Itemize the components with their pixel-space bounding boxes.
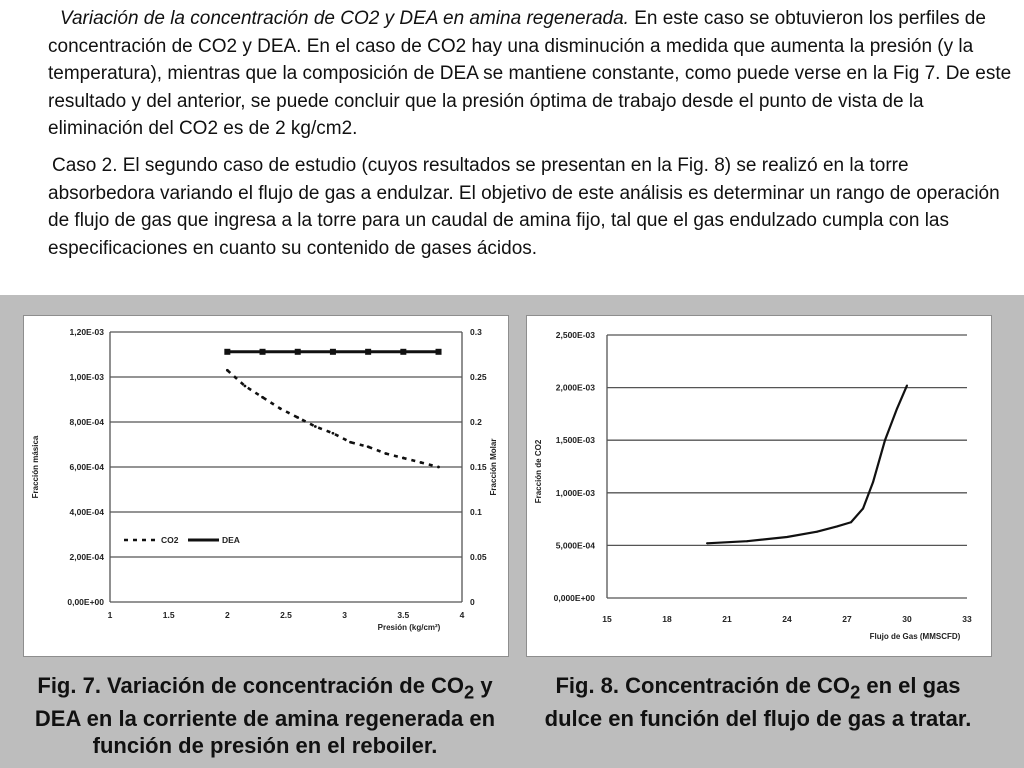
paragraph-case-2: Caso 2. El segundo caso de estudio (cuyos resultados se presentan en la Fig. 8) se realizó en la torre absorbedora variando el flujo de gas a endulzar. El objetivo de este análisis es determinar un rango de operación de flujo de gas que ingresa a la torre para un caudal de amina fijo, tal que el gas endulzado cumpla con las especificaciones en cuanto su contenido de gases ácidos. bbox=[48, 155, 1000, 259]
series-co2-point bbox=[836, 525, 838, 527]
figure-8-caption bbox=[528, 672, 988, 732]
y-tick-label: 2,00E-04 bbox=[69, 552, 104, 562]
series-co2-point bbox=[279, 407, 282, 410]
figure-7-label: Fig. 7. bbox=[37, 673, 101, 698]
series-co2-point bbox=[906, 384, 908, 386]
figure-8-label: Fig. 8. bbox=[555, 673, 620, 698]
y-tick-label: 1,000E-03 bbox=[555, 487, 595, 498]
series-co2-point bbox=[872, 481, 874, 483]
series-co2-point bbox=[862, 508, 864, 510]
series-dea-marker bbox=[400, 349, 406, 355]
y2-tick-label: 0.1 bbox=[470, 507, 482, 517]
y-axis-label: Fracción másica bbox=[31, 435, 40, 499]
series-co2-point bbox=[884, 439, 886, 441]
y-tick-label: 1,00E-03 bbox=[69, 372, 104, 382]
y2-tick-label: 0.3 bbox=[470, 327, 482, 337]
series-co2-point bbox=[261, 396, 264, 399]
legend-co2-label: CO2 bbox=[161, 535, 179, 545]
series-dea-marker bbox=[330, 349, 336, 355]
figure-8-svg bbox=[527, 316, 991, 656]
x-axis-label: Flujo de Gas (MMSCFD) bbox=[869, 632, 961, 641]
y2-tick-label: 0.15 bbox=[470, 462, 487, 472]
legend-dea-label: DEA bbox=[222, 535, 240, 545]
y-tick-label: 4,00E-04 bbox=[69, 507, 104, 517]
series-co2-point bbox=[349, 441, 352, 444]
x-tick-label: 27 bbox=[842, 614, 852, 624]
y2-tick-label: 0.2 bbox=[470, 417, 482, 427]
x-tick-label: 4 bbox=[459, 610, 465, 620]
series-co2-point bbox=[786, 536, 788, 538]
series-co2-point bbox=[746, 540, 748, 542]
paragraph-pressure-variation bbox=[48, 5, 1016, 143]
y-tick-label: 6,00E-04 bbox=[69, 462, 104, 472]
figure-8-caption-sub: 2 bbox=[850, 681, 861, 703]
x-axis-label: Presión (kg/cm²) bbox=[377, 623, 441, 632]
y-tick-label: 1,20E-03 bbox=[69, 327, 104, 337]
x-tick-label: 30 bbox=[902, 614, 912, 624]
y2-tick-label: 0.05 bbox=[470, 552, 487, 562]
x-tick-label: 2.5 bbox=[280, 610, 292, 620]
y2-tick-label: 0 bbox=[470, 597, 475, 607]
y-tick-label: 5,000E-04 bbox=[555, 540, 595, 551]
text-section bbox=[0, 0, 1024, 295]
figure-7-caption bbox=[20, 672, 510, 759]
x-tick-label: 2 bbox=[224, 610, 230, 620]
x-tick-label: 18 bbox=[662, 614, 672, 624]
y-tick-label: 0,00E+00 bbox=[67, 597, 104, 607]
figure-7-svg bbox=[24, 316, 508, 656]
y-tick-label: 2,500E-03 bbox=[555, 330, 595, 340]
series-co2-point bbox=[896, 408, 898, 410]
series-co2-point bbox=[706, 542, 708, 544]
y-tick-label: 2,000E-03 bbox=[555, 382, 595, 393]
series-dea-marker bbox=[295, 349, 301, 355]
series-co2-point bbox=[314, 425, 317, 428]
y-tick-label: 1,500E-03 bbox=[555, 435, 595, 446]
figure-8-caption-text: Concentración de CO bbox=[619, 673, 851, 698]
series-co2-line bbox=[227, 370, 438, 467]
figure-7-caption-sub: 2 bbox=[464, 681, 475, 703]
figure-7-chart bbox=[23, 315, 509, 657]
y2-axis-label: Fracción Molar bbox=[489, 438, 498, 496]
x-tick-label: 3.5 bbox=[397, 610, 410, 620]
y-tick-label: 0,000E+00 bbox=[553, 593, 595, 603]
series-co2-point bbox=[296, 416, 299, 419]
y-tick-label: 8,00E-04 bbox=[69, 417, 104, 427]
figure-8-caption-tail: en el gas dulce en función del flujo de gas a tratar. bbox=[544, 673, 972, 732]
figure-7-caption-tail: y DEA en la corriente de amina regenerada en función de presión en el reboiler. bbox=[34, 673, 496, 759]
series-co2-point bbox=[332, 432, 335, 435]
series-co2-point bbox=[816, 531, 818, 533]
series-co2-point bbox=[402, 457, 405, 460]
x-tick-label: 3 bbox=[342, 610, 348, 620]
series-co2-point bbox=[226, 369, 229, 372]
figure-7-caption-text: Variación de concentración de CO bbox=[100, 673, 465, 698]
x-tick-label: 15 bbox=[602, 614, 612, 624]
series-dea-marker bbox=[365, 349, 371, 355]
series-co2-line bbox=[707, 385, 907, 543]
y-axis-label: Fracción de CO2 bbox=[534, 439, 543, 504]
y2-tick-label: 0.25 bbox=[470, 372, 487, 382]
series-co2-point bbox=[384, 452, 387, 455]
series-co2-point bbox=[244, 385, 247, 388]
series-dea-marker bbox=[224, 349, 230, 355]
paragraph-body: En este caso se obtuvieron los perfiles de concentración de CO2 y DEA. En el caso de CO2 hay una disminución a medida que aumenta la presión (y la temperatura), mientras que la composición de DEA se mantiene constante, como puede verse en la Fig 7. De este resultado y del anterior, se puede concluir que la presión óptima de trabajo desde el punto de vista de la eliminación del CO2 es de 2 kg/cm2. bbox=[48, 8, 1012, 139]
series-co2-point bbox=[367, 445, 370, 448]
series-co2-point bbox=[437, 466, 440, 469]
paragraph-lead-italic: Variación de la concentración de CO2 y DEA en amina regenerada. bbox=[60, 8, 629, 29]
series-dea-marker bbox=[260, 349, 266, 355]
x-tick-label: 33 bbox=[962, 614, 972, 624]
figure-8-chart bbox=[526, 315, 992, 657]
x-tick-label: 1 bbox=[107, 610, 113, 620]
x-tick-label: 24 bbox=[782, 614, 792, 624]
series-dea-marker bbox=[436, 349, 442, 355]
x-tick-label: 1.5 bbox=[162, 610, 175, 620]
x-tick-label: 21 bbox=[722, 614, 732, 624]
series-co2-point bbox=[850, 521, 852, 523]
series-co2-point bbox=[420, 461, 423, 464]
